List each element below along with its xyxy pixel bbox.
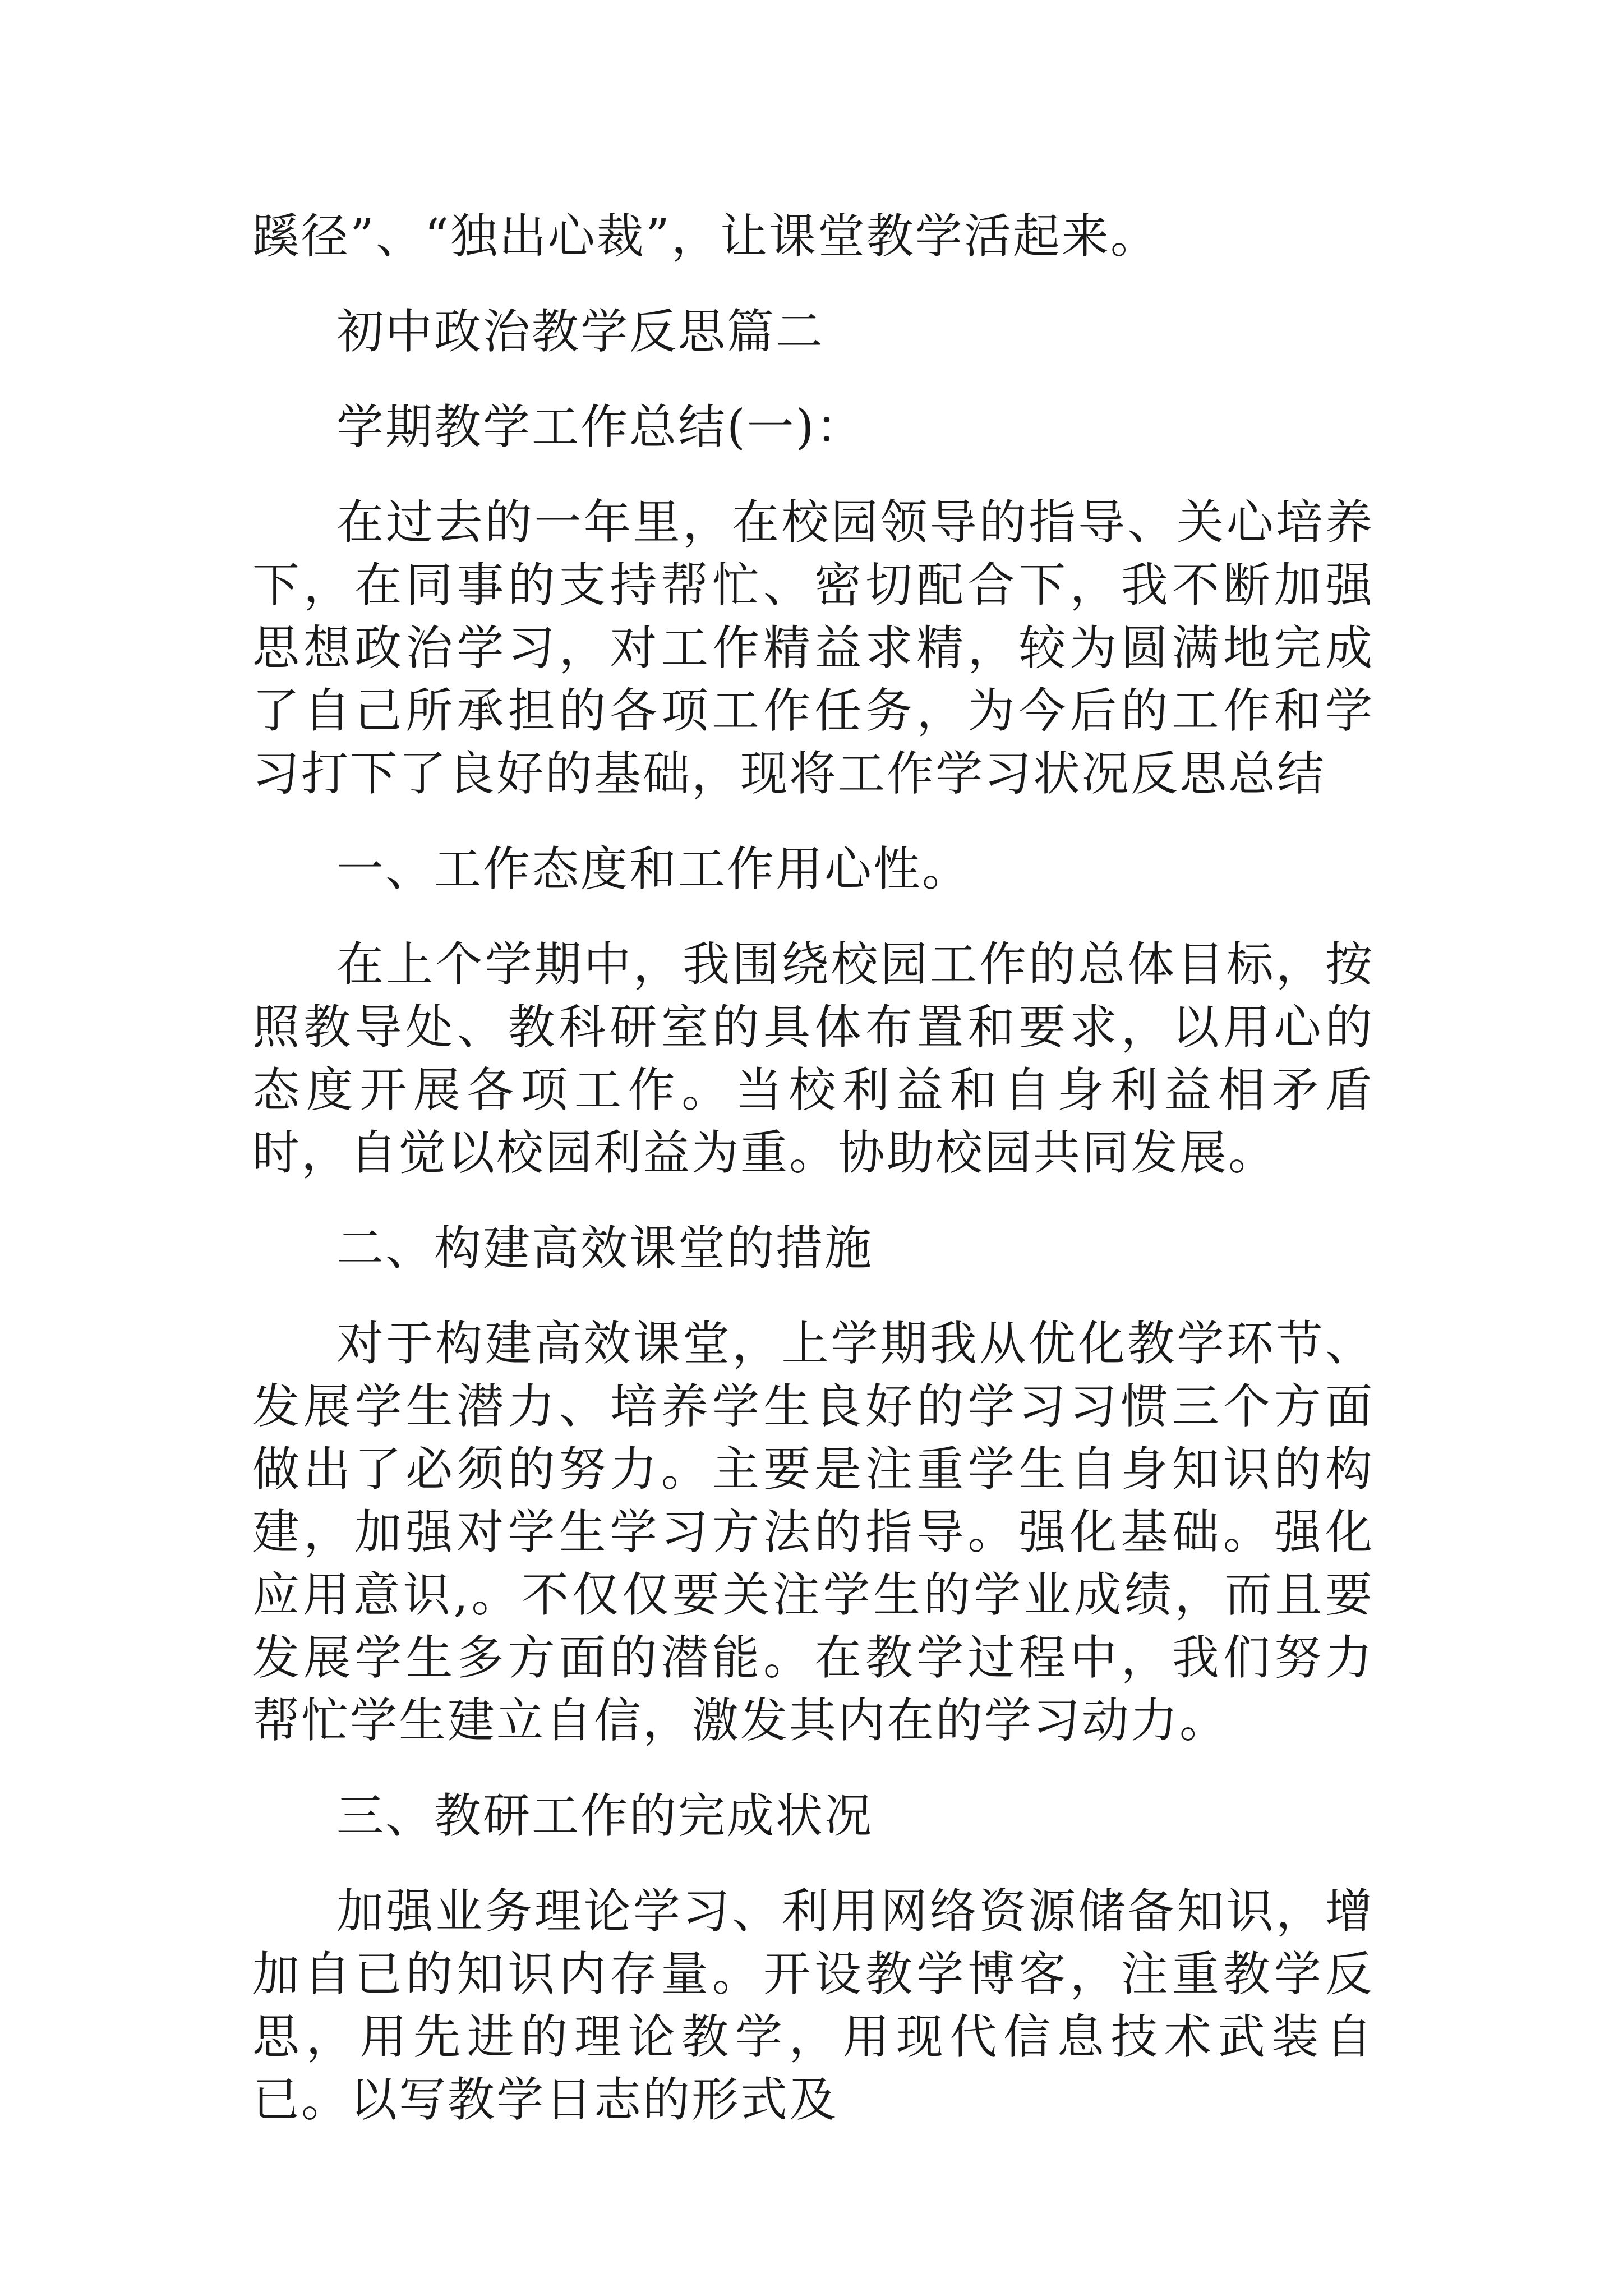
paragraph-research: 加强业务理论学习、利用网络资源储备知识，增加自已的知识内存量。开设教学博客，注重教学反思，用先进的理论教学，用现代信息技术武装自已。以写教学日志的形式及	[252, 1884, 1374, 2127]
paragraph-classroom: 对于构建高效课堂，上学期我从优化教学环节、发展学生潜力、培养学生良好的学习习惯三个方面做出了必须的努力。主要是注重学生自身知识的构建，加强对学生学习方法的指导。强化基础。强化应用意识,。不仅仅要关注学生的学业成绩，而且要发展学生多方面的潜能。在教学过程中，我们努力帮忙学生建立自信，激发其内在的学习动力。	[252, 1316, 1374, 1748]
paragraph-continuation: 蹊径”、“独出心裁”，让课堂教学活起来。	[252, 209, 1159, 264]
heading-two: 二、构建高效课堂的措施	[336, 1221, 874, 1276]
section-title: 初中政治教学反思篇二	[336, 304, 825, 359]
heading-one: 一、工作态度和工作用心性。	[336, 841, 971, 896]
subsection-title: 学期教学工作总结(一)：	[336, 399, 865, 454]
paragraph-intro: 在过去的一年里，在校园领导的指导、关心培养下，在同事的支持帮忙、密切配合下，我不断加强思想政治学习，对工作精益求精，较为圆满地完成了自己所承担的各项工作任务，为今后的工作和学习打下了良好的基础，现将工作学习状况反思总结	[252, 495, 1374, 801]
document-body	[252, 205, 1374, 2164]
paragraph-attitude: 在上个学期中，我围绕校园工作的总体目标，按照教导处、教科研室的具体布置和要求，以用心的态度开展各项工作。当校利益和自身利益相矛盾时，自觉以校园利益为重。协助校园共同发展。	[252, 937, 1374, 1180]
heading-three: 三、教研工作的完成状况	[336, 1788, 874, 1843]
